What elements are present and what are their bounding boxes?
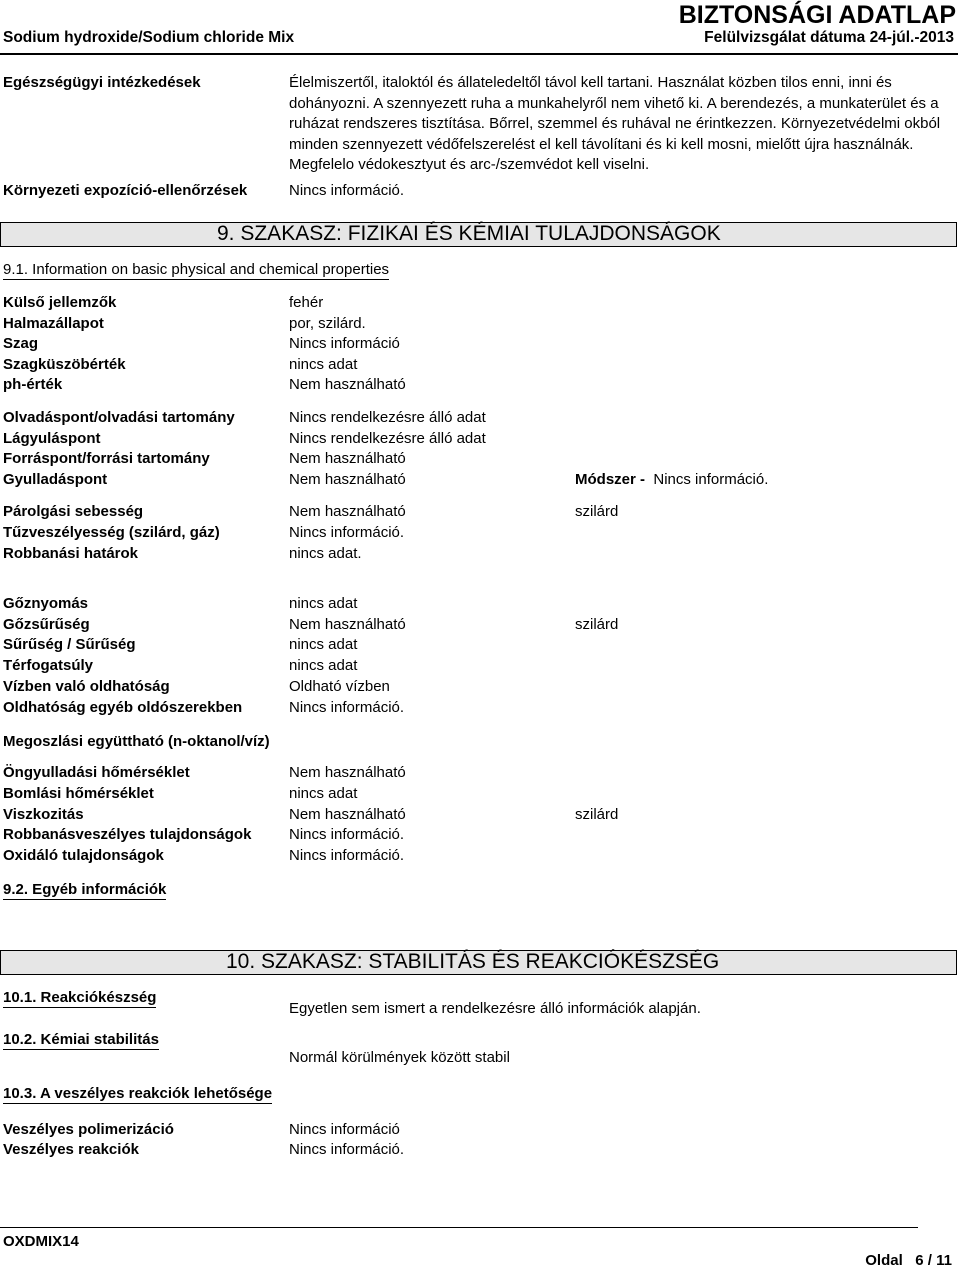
property-row	[0, 315, 960, 335]
property-extra: szilárd	[575, 503, 619, 520]
property-extra: szilárd	[575, 805, 619, 823]
product-name: Sodium hydroxide/Sodium chloride Mix	[3, 29, 295, 46]
property-row	[0, 1141, 960, 1161]
property-row	[0, 595, 960, 615]
footer-rule	[0, 1227, 918, 1228]
property-value: nincs adat	[289, 636, 358, 654]
property-row	[0, 430, 960, 450]
subsection-9-2: 9.2. Egyéb információk	[3, 881, 167, 898]
stability-label: 10.2. Kémiai stabilitás	[3, 1031, 159, 1048]
property-value: por, szilárd.	[289, 314, 366, 332]
property-label: Külső jellemzők	[3, 294, 117, 311]
property-label: Párolgási sebesség	[3, 503, 144, 520]
method-info	[575, 471, 768, 488]
property-row	[0, 616, 960, 636]
property-value: nincs adat	[289, 784, 358, 802]
property-label: Oxidáló tulajdonságok	[3, 847, 164, 865]
property-label: Viszkozitás	[3, 805, 84, 823]
property-label: Robbanásveszélyes tulajdonságok	[3, 826, 252, 844]
property-value: Nincs információ.	[289, 826, 405, 844]
property-row	[0, 409, 960, 429]
property-row	[0, 450, 960, 470]
hygiene-label: Egészségügyi intézkedések	[3, 74, 201, 91]
property-value: Nem használható	[289, 376, 406, 393]
property-label: ph-érték	[3, 376, 63, 393]
header-rule	[0, 53, 958, 55]
revision-date: 24-júl.-2013	[869, 29, 954, 46]
property-row	[0, 764, 960, 784]
property-value: nincs adat.	[289, 545, 362, 562]
property-value: nincs adat	[289, 355, 358, 373]
property-row	[0, 294, 960, 314]
property-value: Nem használható	[289, 615, 406, 633]
revision-info	[704, 29, 954, 47]
property-value: Nem használható	[289, 503, 406, 520]
property-value: Nincs rendelkezésre álló adat	[289, 429, 486, 447]
property-value: Nincs információ.	[289, 847, 405, 865]
property-row	[0, 376, 960, 396]
property-row	[0, 503, 960, 523]
property-row	[0, 657, 960, 677]
property-row	[0, 524, 960, 544]
property-row	[0, 356, 960, 376]
property-value: Nem használható	[289, 805, 406, 823]
property-label: Szag	[3, 335, 39, 352]
property-row	[0, 847, 960, 867]
property-label: Térfogatsúly	[3, 657, 94, 675]
property-label: Gőzsűrűség	[3, 615, 90, 633]
reactivity-label: 10.1. Reakciókészség	[3, 989, 157, 1006]
document-title: BIZTONSÁGI ADATLAP	[678, 1, 956, 29]
hygiene-text: Élelmiszertől, italoktól és állateledeltől távol kell tartani. Használat közben tilos enni, inni és dohányozni. A szennyezett ruha a munkahelyről nem vihető ki. A berendezés, a munkaterület és a ruházat rendszeres tisztítása. Bőrrel, szemmel és ruhával ne érintkezzen. Környezetvédelmi okból minden szennyezett védőfelszerelést el kell távolítani és ki kell mosni, mielőtt újra használnák. Megfelelo védokesztyut és arc-/szemvédot kell viselni.	[289, 74, 941, 173]
property-row	[0, 826, 960, 846]
property-label: Forráspont/forrási tartomány	[3, 450, 210, 468]
property-value: Nincs információ.	[289, 524, 405, 541]
property-label: Vízben való oldhatóság	[3, 677, 170, 695]
revision-label: Felülvizsgálat dátuma	[704, 29, 866, 46]
property-value: Nincs információ	[289, 335, 400, 352]
property-label: Oldhatóság egyéb oldószerekben	[3, 698, 243, 716]
property-label: Gyulladáspont	[3, 471, 108, 489]
property-value: Nincs információ.	[289, 1140, 405, 1158]
env-exposure-value: Nincs információ.	[289, 182, 405, 199]
property-row	[0, 545, 960, 565]
property-value: Nem használható	[289, 471, 406, 489]
section-10-title: 10. SZAKASZ: STABILITÁS ÉS REAKCIÓKÉSZSÉG	[226, 950, 720, 973]
section-9-title: 9. SZAKASZ: FIZIKAI ÉS KÉMIAI TULAJDONSÁGOK	[217, 222, 721, 245]
property-label: Halmazállapot	[3, 314, 104, 332]
method-value: Nincs információ.	[653, 471, 769, 489]
stability-value: Normál körülmények között stabil	[289, 1049, 510, 1066]
property-value: Nincs rendelkezésre álló adat	[289, 409, 486, 426]
property-label: Olvadáspont/olvadási tartomány	[3, 409, 235, 426]
property-row	[0, 636, 960, 656]
property-row	[0, 1121, 960, 1141]
env-exposure-label: Környezeti expozíció-ellenőrzések	[3, 182, 248, 199]
property-label: Robbanási határok	[3, 545, 139, 562]
property-value: Nem használható	[289, 764, 406, 781]
property-label: Öngyulladási hőmérséklet	[3, 764, 190, 781]
property-label: Sűrűség / Sűrűség	[3, 636, 136, 654]
method-label: Módszer -	[575, 471, 646, 489]
property-row	[0, 678, 960, 698]
property-row	[0, 785, 960, 805]
property-row	[0, 335, 960, 355]
property-value: fehér	[289, 294, 324, 311]
property-label: Tűzveszélyesség (szilárd, gáz)	[3, 524, 220, 541]
subsection-9-1: 9.1. Information on basic physical and chemical properties	[3, 261, 390, 278]
property-row	[0, 471, 960, 491]
property-row	[0, 699, 960, 719]
property-label: Veszélyes polimerizáció	[3, 1121, 174, 1138]
hazardous-reactions-label: 10.3. A veszélyes reakciók lehetősége	[3, 1085, 273, 1102]
property-value: Oldható vízben	[289, 677, 390, 695]
property-label: Lágyuláspont	[3, 429, 101, 447]
reactivity-value: Egyetlen sem ismert a rendelkezésre álló információk alapján.	[289, 1000, 701, 1017]
page-number: Oldal 6 / 11	[865, 1252, 952, 1269]
property-value: nincs adat	[289, 595, 358, 612]
property-label: Gőznyomás	[3, 595, 89, 612]
property-label: Bomlási hőmérséklet	[3, 784, 154, 802]
partition-coefficient-label: Megoszlási együttható (n-oktanol/víz)	[3, 733, 270, 750]
property-label: Veszélyes reakciók	[3, 1140, 139, 1158]
property-value: Nincs információ.	[289, 698, 405, 716]
property-value: Nem használható	[289, 450, 406, 468]
property-value: nincs adat	[289, 657, 358, 675]
property-value: Nincs információ	[289, 1121, 400, 1138]
product-code: OXDMIX14	[3, 1233, 79, 1250]
property-row	[0, 806, 960, 826]
property-label: Szagküszöbérték	[3, 355, 126, 373]
property-extra: szilárd	[575, 615, 619, 633]
